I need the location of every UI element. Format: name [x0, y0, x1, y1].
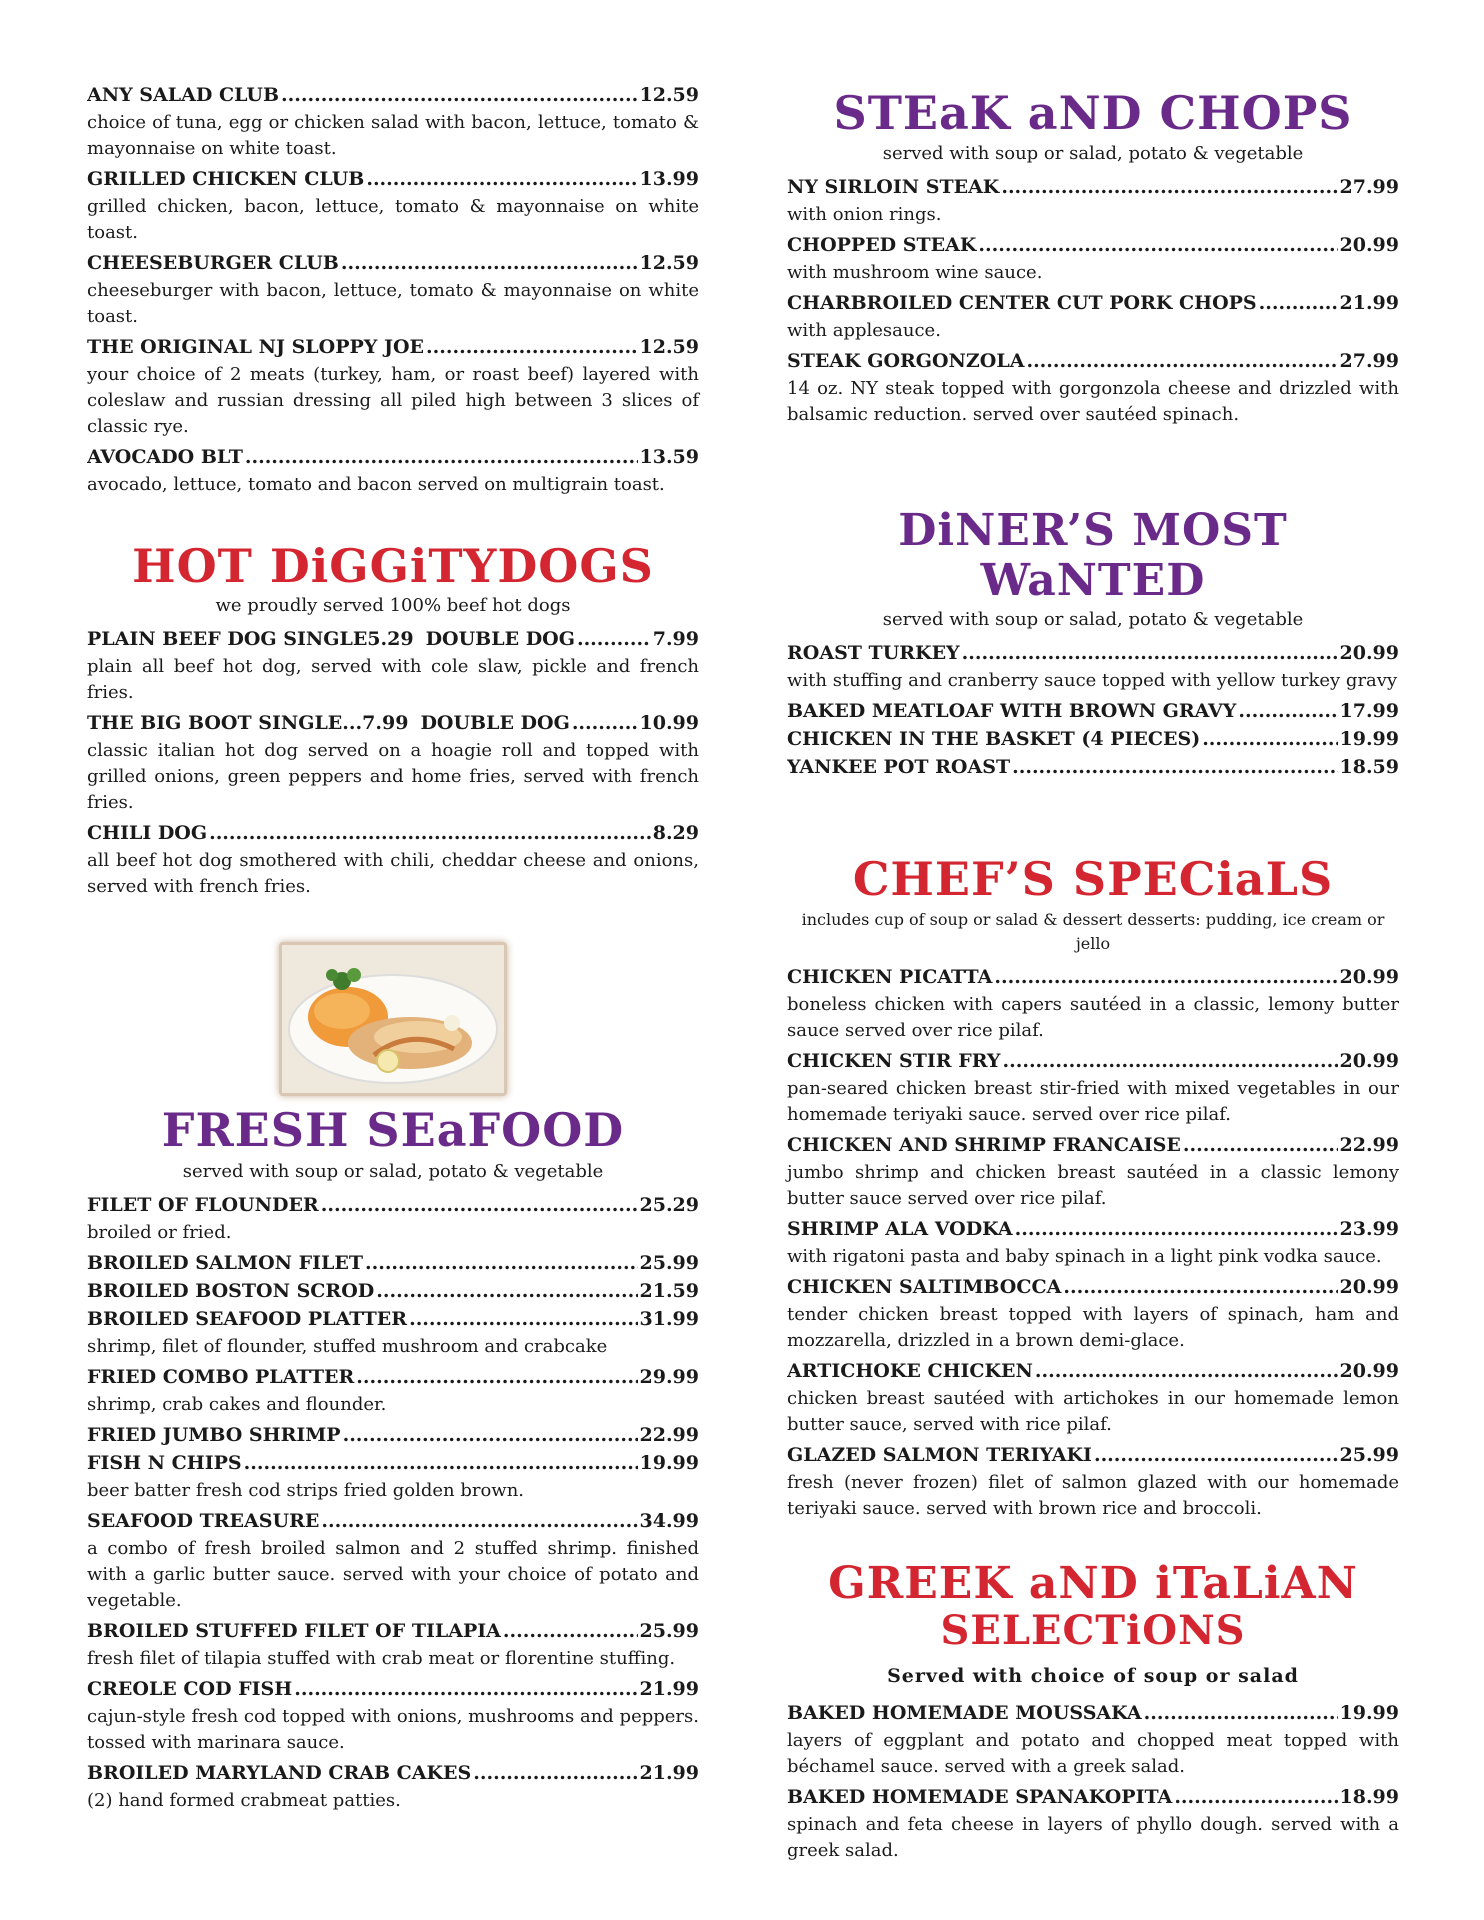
steak-title: STEaK aND CHOPS [833, 86, 1353, 140]
menu-item-line [87, 1278, 699, 1304]
menu-item [87, 710, 699, 816]
menu-item-price: 12.59 [639, 84, 699, 106]
menu-item-name: THE ORIGINAL NJ SLOPPY JOE [87, 336, 424, 358]
dot-leader [1002, 1048, 1337, 1074]
menu-item-name: CHICKEN IN THE BASKET (4 PIECES) [787, 728, 1201, 750]
dot-leader [1063, 1274, 1337, 1300]
menu-item-description: pan-seared chicken breast stir-fried with mixed vegetables in our homemade teriyaki sauce. served over rice pilaf. [787, 1078, 1399, 1125]
menu-item-line [87, 250, 699, 276]
menu-item-description: all beef hot dog smothered with chili, cheddar cheese and onions, served with french fries. [87, 850, 699, 897]
menu-item [87, 626, 699, 706]
menu-item-description: fresh filet of tilapia stuffed with crab meat or florentine stuffing. [87, 1648, 676, 1669]
chef-subtitle: includes cup of soup or salad & dessert desserts: pudding, ice cream or jello [801, 910, 1385, 953]
dot-leader [577, 626, 651, 652]
menu-item-price: 31.99 [639, 1308, 699, 1330]
dot-leader [341, 250, 638, 276]
menu-item-line [787, 1216, 1399, 1242]
menu-item [787, 174, 1399, 228]
menu-item-price: 20.99 [1339, 1050, 1399, 1072]
menu-item-line [787, 348, 1399, 374]
dot-leader [294, 1676, 637, 1702]
dot-leader [245, 444, 638, 470]
menu-item-name: AVOCADO BLT [87, 446, 243, 468]
menu-item-name: BAKED HOMEMADE SPANAKOPITA [787, 1786, 1173, 1808]
greek-list [787, 1700, 1399, 1864]
menu-item-line [787, 1274, 1399, 1300]
menu-item-price: 8.29 [652, 822, 699, 844]
menu-item-price: 20.99 [1339, 1360, 1399, 1382]
diner-title: DiNER’S MOST WaNTED [898, 505, 1288, 606]
menu-item-name: BROILED BOSTON SCROD [87, 1280, 375, 1302]
menu-item-name: CHICKEN AND SHRIMP FRANCAISE [787, 1134, 1181, 1156]
menu-item-description: chicken breast sautéed with artichokes in our homemade lemon butter sauce, served with rice pilaf. [787, 1388, 1399, 1435]
menu-item [87, 1450, 699, 1504]
dot-leader [244, 1450, 638, 1476]
double-label: DOUBLE DOG [420, 712, 570, 734]
dot-leader [281, 82, 637, 108]
menu-item-line [787, 698, 1399, 724]
menu-item [87, 1618, 699, 1672]
menu-item [87, 820, 699, 900]
seafood-title: FRESH SEaFOOD [161, 1103, 625, 1157]
dot-leader [1094, 1442, 1338, 1468]
menu-item-description: a combo of fresh broiled salmon and 2 stuffed shrimp. finished with a garlic butter sauce. served with your choice of potato and vegetable. [87, 1538, 699, 1611]
menu-item-name: FRIED COMBO PLATTER [87, 1366, 355, 1388]
right-column [787, 86, 1399, 1868]
menu-item-line [787, 174, 1399, 200]
menu-item-line [787, 1784, 1399, 1810]
menu-item-line [87, 1364, 699, 1390]
menu-item-name: PLAIN BEEF DOG SINGLE [87, 628, 368, 650]
menu-item [787, 698, 1399, 724]
menu-item [787, 1784, 1399, 1864]
menu-item-price: 21.99 [639, 1678, 699, 1700]
dot-leader [962, 640, 1338, 666]
menu-item-line [87, 444, 699, 470]
menu-item [787, 290, 1399, 344]
menu-item-line [87, 82, 699, 108]
menu-item [787, 1700, 1399, 1780]
menu-item-name: CHICKEN STIR FRY [787, 1050, 1001, 1072]
menu-item-price: 34.99 [639, 1510, 699, 1532]
menu-item [87, 1364, 699, 1418]
menu-item-price: 19.99 [639, 1452, 699, 1474]
menu-item [787, 754, 1399, 780]
greek-subtitle: Served with choice of soup or salad [887, 1665, 1299, 1687]
menu-item-name: YANKEE POT ROAST [787, 756, 1011, 778]
menu-item-price: 19.99 [1339, 728, 1399, 750]
menu-item [87, 444, 699, 498]
menu-item-description: avocado, lettuce, tomato and bacon served on multigrain toast. [87, 474, 665, 495]
menu-item-name: BROILED SEAFOOD PLATTER [87, 1308, 408, 1330]
dot-leader [1035, 1358, 1338, 1384]
dot-leader [365, 1250, 638, 1276]
menu-item-line [87, 1422, 699, 1448]
menu-item-line [87, 166, 699, 192]
menu-item-price: 25.99 [639, 1252, 699, 1274]
diner-subtitle: served with soup or salad, potato & vegetable [882, 609, 1304, 630]
menu-item-line [787, 232, 1399, 258]
dot-leader [978, 232, 1337, 258]
menu-item-description: your choice of 2 meats (turkey, ham, or roast beef) layered with coleslaw and russian dressing all piled high between 3 slices of classic rye. [87, 364, 699, 437]
menu-item-price: 25.99 [1339, 1444, 1399, 1466]
menu-item [87, 166, 699, 246]
menu-item-description: cheeseburger with bacon, lettuce, tomato & mayonnaise on white toast. [87, 280, 699, 327]
menu-item-line [787, 754, 1399, 780]
menu-item-description: with stuffing and cranberry sauce topped with yellow turkey gravy [787, 670, 1398, 691]
menu-item-name: FISH N CHIPS [87, 1452, 242, 1474]
menu-item [787, 726, 1399, 752]
menu-item-line [787, 1048, 1399, 1074]
menu-item-line [787, 1442, 1399, 1468]
menu-item-price: 22.99 [639, 1424, 699, 1446]
menu-item-name: GRILLED CHICKEN CLUB [87, 168, 365, 190]
menu-item-name: CHARBROILED CENTER CUT PORK CHOPS [787, 292, 1257, 314]
menu-item-description: classic italian hot dog served on a hoagie roll and topped with grilled onions, green peppers and home fries, served with french fries. [87, 740, 699, 813]
menu-item-price: 22.99 [1339, 1134, 1399, 1156]
steak-list [787, 174, 1399, 428]
dot-leader [366, 166, 637, 192]
hotdogs-title: HOT DiGGiTYDOGS [132, 539, 654, 593]
dot-leader [1174, 1784, 1337, 1810]
hotdogs-subtitle: we proudly served 100% beef hot dogs [215, 595, 571, 616]
greek-title-line2: SELECTiONS [940, 1607, 1246, 1654]
menu-item-line [87, 1306, 699, 1332]
menu-item-description: shrimp, filet of flounder, stuffed mushroom and crabcake [87, 1336, 608, 1357]
menu-item-description: with mushroom wine sauce. [787, 262, 1043, 283]
menu-item-name: NY SIRLOIN STEAK [787, 176, 1000, 198]
menu-item-name: FILET OF FLOUNDER [87, 1194, 319, 1216]
menu-item [787, 1442, 1399, 1522]
menu-item-description: boneless chicken with capers sautéed in a classic, lemony butter sauce served over rice pilaf. [787, 994, 1399, 1041]
menu-item-description: spinach and feta cheese in layers of phyllo dough. served with a greek salad. [787, 1814, 1399, 1861]
menu-item-description: shrimp, crab cakes and flounder. [87, 1394, 387, 1415]
menu-item-price: 27.99 [1339, 350, 1399, 372]
menu-item-price: 23.99 [1339, 1218, 1399, 1240]
single-price: 7.99 [362, 712, 409, 734]
double-label: DOUBLE DOG [425, 628, 575, 650]
menu-item [87, 1422, 699, 1448]
menu-item-description: beer batter fresh cod strips fried golden brown. [87, 1480, 525, 1501]
menu-item-line [787, 726, 1399, 752]
menu-item-price: 20.99 [1339, 966, 1399, 988]
menu-item [87, 1192, 699, 1246]
menu-item-name: BROILED MARYLAND CRAB CAKES [87, 1762, 472, 1784]
dot-leader [1259, 290, 1338, 316]
menu-item-name: STEAK GORGONZOLA [787, 350, 1025, 372]
menu-item [787, 1048, 1399, 1128]
dot-leader [503, 1618, 638, 1644]
dot-leader [1202, 726, 1337, 752]
menu-item-price: 13.99 [639, 168, 699, 190]
menu-item [787, 1358, 1399, 1438]
menu-item-description: layers of eggplant and potato and chopped meat topped with béchamel sauce. served with a greek salad. [787, 1730, 1399, 1777]
menu-item-name: ARTICHOKE CHICKEN [787, 1360, 1033, 1382]
menu-item-description: with onion rings. [787, 204, 942, 225]
menu-item-line [87, 1192, 699, 1218]
dot-leader [473, 1760, 637, 1786]
menu-item-price: 7.99 [652, 628, 699, 650]
menu-item-name: BROILED STUFFED FILET OF TILAPIA [87, 1620, 501, 1642]
menu-item-price: 20.99 [1339, 642, 1399, 664]
menu-item-price: 12.59 [639, 252, 699, 274]
menu-item-name: SEAFOOD TREASURE [87, 1510, 320, 1532]
menu-item-price: 21.99 [1339, 292, 1399, 314]
menu-item-price: 13.59 [639, 446, 699, 468]
menu-item-line [787, 1132, 1399, 1158]
menu-item-description: 14 oz. NY steak topped with gorgonzola cheese and drizzled with balsamic reduction. served over sautéed spinach. [787, 378, 1399, 425]
menu-item-line [87, 1450, 699, 1476]
sandwich-list [87, 82, 699, 498]
dot-leader [1012, 754, 1337, 780]
menu-item-description: (2) hand formed crabmeat patties. [87, 1790, 401, 1811]
menu-item-price: 17.99 [1339, 700, 1399, 722]
menu-item-name: CHOPPED STEAK [787, 234, 977, 256]
dot-leader [994, 964, 1337, 990]
dot-leader [1183, 1132, 1338, 1158]
diner-list [787, 640, 1399, 780]
menu-item-price: 18.99 [1339, 1786, 1399, 1808]
menu-item-name: CHILI DOG [87, 822, 208, 844]
hotdog-list [87, 626, 699, 900]
menu-item-line [87, 710, 699, 736]
dot-leader [343, 1422, 638, 1448]
menu-item-name: CHICKEN SALTIMBOCCA [787, 1276, 1062, 1298]
menu-item-description: with rigatoni pasta and baby spinach in a light pink vodka sauce. [787, 1246, 1382, 1267]
menu-item [787, 964, 1399, 1044]
menu-item [787, 1132, 1399, 1212]
menu-item-name: CHICKEN PICATTA [787, 966, 993, 988]
menu-item-name: GLAZED SALMON TERIYAKI [787, 1444, 1092, 1466]
steak-subtitle: served with soup or salad, potato & vegetable [882, 143, 1304, 164]
menu-item-name: ANY SALAD CLUB [87, 84, 280, 106]
dot-leader: ... [342, 712, 363, 734]
menu-item-price: 18.59 [1339, 756, 1399, 778]
seafood-list [87, 1192, 699, 1814]
menu-item [787, 1216, 1399, 1270]
menu-item-line [87, 1676, 699, 1702]
dot-leader [1144, 1700, 1338, 1726]
menu-item-price: 25.99 [639, 1620, 699, 1642]
dot-leader [1238, 698, 1337, 724]
menu-item-price: 10.99 [639, 712, 699, 734]
menu-item-price: 21.59 [639, 1280, 699, 1302]
dot-leader [1026, 348, 1337, 374]
chef-list [787, 964, 1399, 1522]
menu-item-price: 20.99 [1339, 1276, 1399, 1298]
dot-leader [376, 1278, 637, 1304]
dot-leader [1001, 174, 1337, 200]
menu-item-price: 12.59 [639, 336, 699, 358]
menu-item-name: BAKED HOMEMADE MOUSSAKA [787, 1702, 1142, 1724]
menu-item-line [87, 334, 699, 360]
menu-item-line [87, 1760, 699, 1786]
menu-item [87, 1250, 699, 1276]
menu-item [87, 1676, 699, 1756]
menu-item-description: broiled or fried. [87, 1222, 232, 1243]
menu-item [787, 348, 1399, 428]
seafood-plate-photo [279, 942, 507, 1096]
menu-item-line [787, 964, 1399, 990]
menu-item [87, 334, 699, 440]
menu-item-description: jumbo shrimp and chicken breast sautéed in a classic lemony butter sauce served over rice pilaf. [787, 1162, 1399, 1209]
dot-leader [1015, 1216, 1338, 1242]
menu-item-line [87, 1250, 699, 1276]
menu-item-line [787, 640, 1399, 666]
menu-item-description: cajun-style fresh cod topped with onions, mushrooms and peppers. tossed with marinara sauce. [87, 1706, 699, 1753]
menu-item-name: SHRIMP ALA VODKA [787, 1218, 1013, 1240]
menu-item-price: 20.99 [1339, 234, 1399, 256]
menu-item-line [787, 1358, 1399, 1384]
menu-item [787, 1274, 1399, 1354]
menu-item-name: THE BIG BOOT SINGLE [87, 712, 343, 734]
menu-item-description: fresh (never frozen) filet of salmon glazed with our homemade teriyaki sauce. served with brown rice and broccoli. [787, 1472, 1399, 1519]
menu-item [87, 1306, 699, 1360]
dot-leader [321, 1192, 638, 1218]
menu-item [87, 1760, 699, 1814]
menu-item [87, 1508, 699, 1614]
menu-item-description: grilled chicken, bacon, lettuce, tomato & mayonnaise on white toast. [87, 196, 699, 243]
menu-item-name: CREOLE COD FISH [87, 1678, 293, 1700]
dot-leader [321, 1508, 637, 1534]
dot-leader [572, 710, 638, 736]
dot-leader [356, 1364, 637, 1390]
greek-title-line1: GREEK aND iTaLiAN [828, 1558, 1358, 1609]
menu-item-line [787, 290, 1399, 316]
menu-item [87, 250, 699, 330]
menu-item-line [87, 626, 699, 652]
menu-item [87, 82, 699, 162]
menu-item-line [87, 820, 699, 846]
dot-leader [209, 820, 651, 846]
menu-item-price: 29.99 [639, 1366, 699, 1388]
menu-item-price: 21.99 [639, 1762, 699, 1784]
menu-item-name: ROAST TURKEY [787, 642, 960, 664]
menu-item [787, 232, 1399, 286]
seafood-subtitle: served with soup or salad, potato & vegetable [182, 1161, 604, 1182]
menu-item-name: FRIED JUMBO SHRIMP [87, 1424, 341, 1446]
menu-item-price: 19.99 [1339, 1702, 1399, 1724]
menu-item-line [87, 1508, 699, 1534]
dot-leader [409, 1306, 637, 1332]
menu-item-name: CHEESEBURGER CLUB [87, 252, 339, 274]
menu-item-description: plain all beef hot dog, served with cole slaw, pickle and french fries. [87, 656, 699, 703]
menu-item [787, 640, 1399, 694]
menu-item-description: choice of tuna, egg or chicken salad with bacon, lettuce, tomato & mayonnaise on white toast. [87, 112, 699, 159]
left-column [87, 82, 699, 1818]
menu-item-line [787, 1700, 1399, 1726]
single-price: 5.29 [367, 628, 414, 650]
dot-leader [426, 334, 638, 360]
menu-item-name: BAKED MEATLOAF WITH BROWN GRAVY [787, 700, 1237, 722]
chef-title: CHEF’S SPECiaLS [852, 852, 1334, 906]
menu-item-price: 25.29 [639, 1194, 699, 1216]
menu-item-description: tender chicken breast topped with layers of spinach, ham and mozzarella, drizzled in a brown demi-glace. [787, 1304, 1399, 1351]
menu-item-name: BROILED SALMON FILET [87, 1252, 363, 1274]
menu-item [87, 1278, 699, 1304]
menu-item-description: with applesauce. [787, 320, 941, 341]
menu-item-line [87, 1618, 699, 1644]
menu-item-price: 27.99 [1339, 176, 1399, 198]
